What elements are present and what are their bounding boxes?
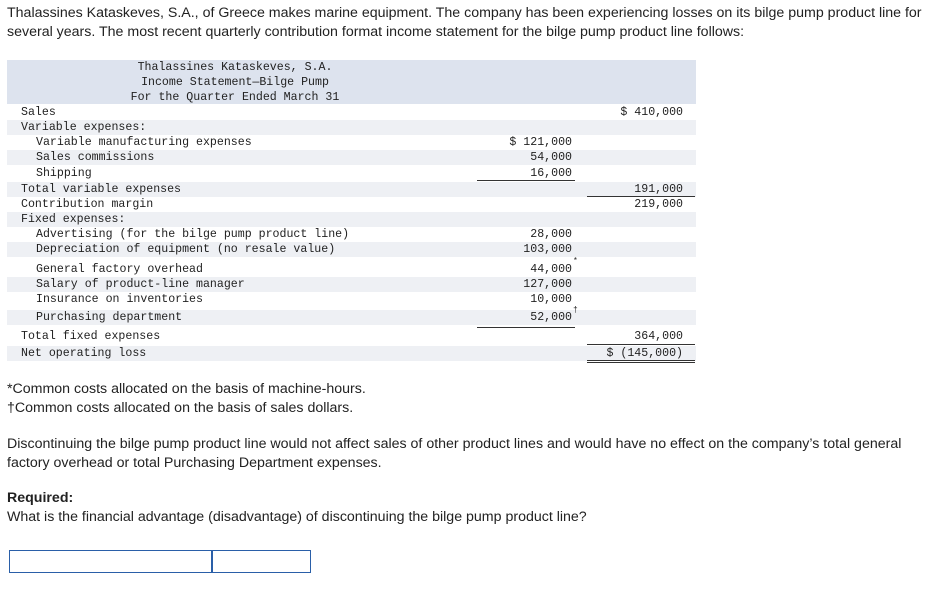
fixed-item-label: Insurance on inventories [36, 293, 203, 306]
sales-total: $ 410,000 [620, 106, 683, 119]
problem-assumptions: Discontinuing the bilge pump product line would not affect sales of other product lines and would have no effect on the company’s total general factory overhead or total Purchasing Department expenses. [7, 436, 902, 471]
footnote-marker: * [573, 257, 578, 266]
sales-row [7, 105, 696, 120]
variable-expenses-heading: Variable expenses: [21, 121, 147, 134]
total-fixed-label: Total fixed expenses [21, 330, 161, 343]
net-operating-loss-amount: $ (145,000) [606, 347, 683, 360]
variable-expenses-heading-row [7, 120, 696, 135]
fixed-item-amount: 44,000 [530, 263, 572, 276]
fixed-item-row [7, 277, 696, 292]
fixed-item-label: Depreciation of equipment (no resale value) [36, 243, 336, 256]
answer-input-cell[interactable] [213, 551, 310, 572]
company-name: Thalassines Kataskeves, S.A. [137, 61, 333, 74]
fixed-item-amount: 10,000 [530, 293, 572, 306]
net-operating-loss-row [7, 346, 696, 361]
double-underline-bottom [587, 362, 695, 363]
fixed-item-label: Advertising (for the bilge pump product line) [36, 228, 350, 241]
fixed-expenses-heading-row [7, 212, 696, 227]
total-variable-amount: 191,000 [634, 183, 683, 196]
variable-item-label: Variable manufacturing expenses [36, 136, 252, 149]
fixed-item-amount: 28,000 [530, 228, 572, 241]
fixed-item-row [7, 306, 696, 325]
footnote-sales-dollars: †Common costs allocated on the basis of sales dollars. [7, 400, 354, 416]
fixed-expenses-heading: Fixed expenses: [21, 213, 126, 226]
footnote-marker: † [573, 306, 578, 315]
variable-item-amount: 54,000 [530, 151, 572, 164]
variable-item-amount: 16,000 [530, 167, 572, 180]
problem-intro: Thalassines Kataskeves, S.A., of Greece makes marine equipment. The company has been experiencing losses on its bilge pump product line for several years. The most recent quarterly contribution format income statement for the bilge pump product line follows: [7, 5, 922, 40]
double-underline-top [587, 360, 695, 361]
variable-item-row [7, 166, 696, 181]
subtotal-underline [477, 180, 575, 181]
fixed-item-amount: 103,000 [523, 243, 572, 256]
net-operating-loss-label: Net operating loss [21, 347, 147, 360]
statement-period: For the Quarter Ended March 31 [130, 91, 340, 104]
required-question: What is the financial advantage (disadvantage) of discontinuing the bilge pump product line? [7, 509, 587, 525]
footnotes [7, 380, 366, 418]
variable-item-label: Sales commissions [36, 151, 155, 164]
fixed-item-row [7, 242, 696, 257]
contribution-margin-label: Contribution margin [21, 198, 154, 211]
fixed-item-label: General factory overhead [36, 263, 203, 276]
statement-header [7, 60, 696, 104]
sales-label: Sales [21, 106, 56, 119]
fixed-item-label: Purchasing department [36, 311, 183, 324]
answer-table [9, 550, 311, 573]
footnote-machine-hours: *Common costs allocated on the basis of machine-hours. [7, 381, 366, 397]
total-fixed-amount: 364,000 [634, 330, 683, 343]
contribution-margin-row [7, 197, 696, 212]
total-variable-label: Total variable expenses [21, 183, 182, 196]
fixed-item-row [7, 292, 696, 307]
variable-item-row [7, 135, 696, 150]
variable-item-label: Shipping [36, 167, 92, 180]
fixed-item-label: Salary of product-line manager [36, 278, 245, 291]
total-fixed-row [7, 329, 696, 344]
fixed-item-amount: 52,000 [530, 311, 572, 324]
subtotal-underline [477, 327, 575, 328]
income-statement [7, 60, 696, 362]
answer-label-cell[interactable] [10, 551, 213, 572]
fixed-item-amount: 127,000 [523, 278, 572, 291]
required-heading: Required: [7, 490, 74, 506]
fixed-item-row [7, 257, 696, 277]
variable-item-amount: $ 121,000 [509, 136, 572, 149]
contribution-margin-amount: 219,000 [634, 198, 683, 211]
variable-item-row [7, 150, 696, 165]
fixed-item-row [7, 227, 696, 242]
total-underline [587, 344, 695, 345]
total-variable-row [7, 182, 696, 197]
statement-title: Income Statement—Bilge Pump [141, 76, 329, 89]
